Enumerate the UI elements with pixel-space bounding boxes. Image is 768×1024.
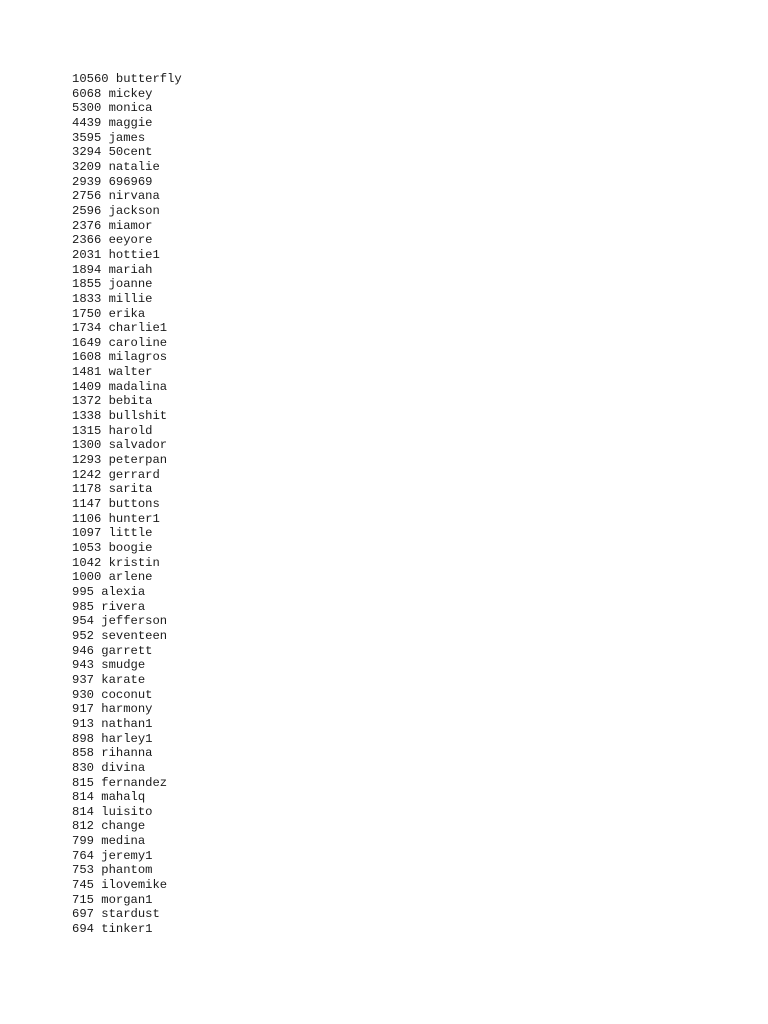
text-line: 1097 little bbox=[72, 526, 153, 541]
text-line: 1750 erika bbox=[72, 306, 146, 321]
text-line: 697 stardust bbox=[72, 907, 160, 922]
text-line: 1315 harold bbox=[72, 423, 153, 438]
text-line: 815 fernandez bbox=[72, 775, 168, 790]
text-line: 2376 miamor bbox=[72, 218, 153, 233]
document-text bbox=[72, 72, 182, 937]
text-line: 1894 mariah bbox=[72, 262, 153, 277]
text-line: 1293 peterpan bbox=[72, 453, 168, 468]
text-line: 943 smudge bbox=[72, 658, 146, 673]
text-line: 917 harmony bbox=[72, 702, 153, 717]
text-line: 4439 maggie bbox=[72, 115, 153, 130]
text-line: 3294 50cent bbox=[72, 145, 153, 160]
text-line: 715 morgan1 bbox=[72, 892, 153, 907]
text-line: 2366 eeyore bbox=[72, 233, 153, 248]
text-line: 814 mahalq bbox=[72, 790, 146, 805]
text-line: 930 coconut bbox=[72, 687, 153, 702]
text-line: 913 nathan1 bbox=[72, 716, 153, 731]
text-line: 858 rihanna bbox=[72, 746, 153, 761]
text-line: 764 jeremy1 bbox=[72, 848, 153, 863]
text-line: 5300 monica bbox=[72, 101, 153, 116]
text-line: 1178 sarita bbox=[72, 482, 153, 497]
text-line: 1000 arlene bbox=[72, 570, 153, 585]
text-line: 1372 bebita bbox=[72, 394, 153, 409]
text-line: 3595 james bbox=[72, 130, 146, 145]
text-line: 753 phantom bbox=[72, 863, 153, 878]
text-line: 1338 bullshit bbox=[72, 409, 168, 424]
text-line: 2031 hottie1 bbox=[72, 247, 160, 262]
text-line: 694 tinker1 bbox=[72, 922, 153, 937]
text-line: 898 harley1 bbox=[72, 731, 153, 746]
text-line: 2756 nirvana bbox=[72, 189, 160, 204]
text-line: 952 seventeen bbox=[72, 628, 168, 643]
text-line: 1734 charlie1 bbox=[72, 321, 168, 336]
text-line: 985 rivera bbox=[72, 599, 146, 614]
text-line: 1855 joanne bbox=[72, 277, 153, 292]
text-line: 1833 millie bbox=[72, 291, 153, 306]
text-line: 1300 salvador bbox=[72, 438, 168, 453]
text-line: 812 change bbox=[72, 819, 146, 834]
text-line: 954 jefferson bbox=[72, 614, 168, 629]
text-line: 1649 caroline bbox=[72, 335, 168, 350]
text-line: 814 luisito bbox=[72, 804, 153, 819]
text-line: 1242 gerrard bbox=[72, 467, 160, 482]
text-line: 946 garrett bbox=[72, 643, 153, 658]
text-line: 937 karate bbox=[72, 672, 146, 687]
text-line: 3209 natalie bbox=[72, 159, 160, 174]
text-line: 745 ilovemike bbox=[72, 878, 168, 893]
text-line: 1042 kristin bbox=[72, 555, 160, 570]
text-line: 1053 boogie bbox=[72, 541, 153, 555]
text-line: 2939 696969 bbox=[72, 174, 153, 189]
text-line: 2596 jackson bbox=[72, 203, 160, 218]
text-line: 799 medina bbox=[72, 834, 146, 849]
text-line: 1409 madalina bbox=[72, 379, 168, 394]
text-line: 1147 buttons bbox=[72, 497, 160, 512]
text-line: 995 alexia bbox=[72, 584, 146, 599]
text-line: 1481 walter bbox=[72, 365, 153, 380]
text-line: 1608 milagros bbox=[72, 350, 168, 365]
text-line: 6068 mickey bbox=[72, 86, 153, 101]
text-line: 10560 butterfly bbox=[72, 72, 182, 86]
text-line: 1106 hunter1 bbox=[72, 511, 160, 526]
text-line: 830 divina bbox=[72, 760, 146, 775]
